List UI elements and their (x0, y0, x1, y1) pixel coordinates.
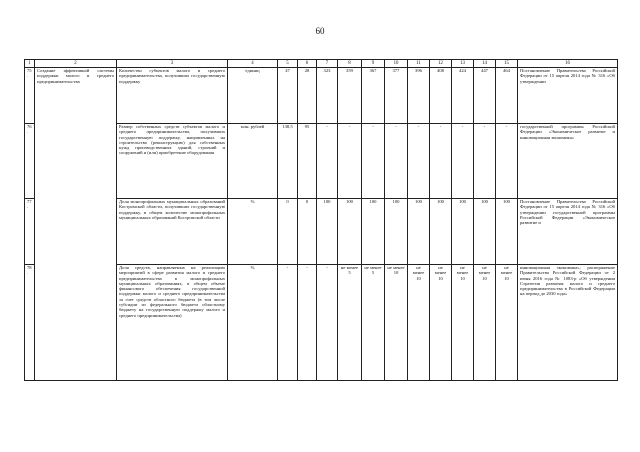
value-cell: 100 (496, 199, 518, 265)
value-cell: не менее 10 (430, 265, 452, 381)
header-cell: 7 (317, 60, 338, 68)
value-cell: - (338, 124, 362, 199)
header-cell: 5 (278, 60, 298, 68)
value-cell: 100 (430, 199, 452, 265)
header-cell: 2 (35, 60, 117, 68)
header-cell: 10 (385, 60, 408, 68)
row-number: 78. (25, 265, 35, 381)
row-number: 76. (25, 124, 35, 199)
value-cell: 100 (338, 199, 362, 265)
unit-cell: единиц (228, 68, 278, 124)
header-cell: 14 (474, 60, 496, 68)
value-cell: 100 (362, 199, 385, 265)
value-cell: не менее 5 (362, 265, 385, 381)
value-cell: 424 (452, 68, 474, 124)
value-cell: 100 (452, 199, 474, 265)
table-header-row (25, 60, 618, 68)
indicator-cell: Количество субъектов малого и среднего предпринимательства, получивших государственную поддержку (117, 68, 228, 124)
value-cell: - (317, 124, 338, 199)
goal-cell: Создание эффективной системы поддержки малого и среднего предпринимательства (35, 68, 117, 381)
value-cell: - (298, 265, 317, 381)
value-cell: не менее 10 (474, 265, 496, 381)
value-cell: не менее 10 (496, 265, 518, 381)
value-cell: - (430, 124, 452, 199)
indicator-cell: Размер собственных средств субъектов малого и среднего предпринимательства, получивших государственную поддержку, направленных на строительство (реконструкцию) для собственных нужд производственных зданий, строений и сооружений и (или) приобретение оборудования (117, 124, 228, 199)
value-cell: 359 (338, 68, 362, 124)
value-cell: не менее 5 (338, 265, 362, 381)
header-cell: 4 (228, 60, 278, 68)
value-cell: 367 (362, 68, 385, 124)
value-cell: - (278, 265, 298, 381)
value-cell: не менее 10 (408, 265, 430, 381)
value-cell: 95 (298, 124, 317, 199)
value-cell: - (452, 124, 474, 199)
value-cell: 0 (278, 199, 298, 265)
unit-cell: % (228, 265, 278, 381)
value-cell: 100 (317, 199, 338, 265)
header-cell: 13 (452, 60, 474, 68)
value-cell: - (496, 124, 518, 199)
indicators-table (24, 59, 618, 381)
row-number: 75. (25, 68, 35, 124)
value-cell: 464 (496, 68, 518, 124)
value-cell: 447 (474, 68, 496, 124)
header-cell: 16 (518, 60, 618, 68)
header-cell: 8 (338, 60, 362, 68)
value-cell: 377 (385, 68, 408, 124)
header-cell: 3 (117, 60, 228, 68)
unit-cell: млн. рублей (228, 124, 278, 199)
value-cell: 408 (430, 68, 452, 124)
value-cell: 0 (298, 199, 317, 265)
value-cell: - (474, 124, 496, 199)
value-cell: 396 (408, 68, 430, 124)
value-cell: - (385, 124, 408, 199)
value-cell: не менее 10 (385, 265, 408, 381)
source-cell: государственной программы Российской Федерации «Экономическое развитие и инновационная экономика» (518, 124, 618, 199)
row-number: 77. (25, 199, 35, 265)
indicator-cell: Доля средств, направляемых на реализацию мероприятий в сфере развития малого и среднего предпринимательства в монопрофильных муниципальных образованиях, в общем объеме финансового обеспечения государственной поддержки малого и среднего предпринимательства за счет средств областного бюджета (в том числе субсидии из федерального бюджета областному бюджету на государственную поддержку малого и среднего предпринимательства) (117, 265, 228, 381)
table-row (25, 68, 618, 124)
value-cell: 28 (298, 68, 317, 124)
value-cell: 100 (474, 199, 496, 265)
value-cell: 100 (408, 199, 430, 265)
page-number: 60 (315, 26, 325, 36)
header-cell: 1 (25, 60, 35, 68)
value-cell: 47 (278, 68, 298, 124)
header-cell: 6 (298, 60, 317, 68)
value-cell: - (362, 124, 385, 199)
source-cell: Постановление Правительства Российской Федерации от 15 апреля 2014 года № 316 «Об утверждении (518, 68, 618, 124)
header-cell: 15 (496, 60, 518, 68)
source-cell: Постановление Правительства Российской Федерации от 15 апреля 2014 года № 316 «Об утверждении государственной программы Российской Федерации «Экономическое развитие и (518, 199, 618, 265)
header-cell: 11 (408, 60, 430, 68)
value-cell: 138,5 (278, 124, 298, 199)
value-cell: 323 (317, 68, 338, 124)
value-cell: - (408, 124, 430, 199)
value-cell: - (317, 265, 338, 381)
value-cell: 100 (385, 199, 408, 265)
header-cell: 9 (362, 60, 385, 68)
unit-cell: % (228, 199, 278, 265)
header-cell: 12 (430, 60, 452, 68)
source-cell: инновационная экономика»; распоряжение Правительства Российской Федерации от 2 июня 2016 года № 1083-р «Об утверждении Стратегии развития малого и среднего предпринимательства в Российской Федерации на период до 2030 года» (518, 265, 618, 381)
indicator-cell: Доля монопрофильных муниципальных образований Костромской области, получивших государственную поддержку, в общем количестве монопрофильных муниципальных образований Костромской области (117, 199, 228, 265)
value-cell: не менее 10 (452, 265, 474, 381)
